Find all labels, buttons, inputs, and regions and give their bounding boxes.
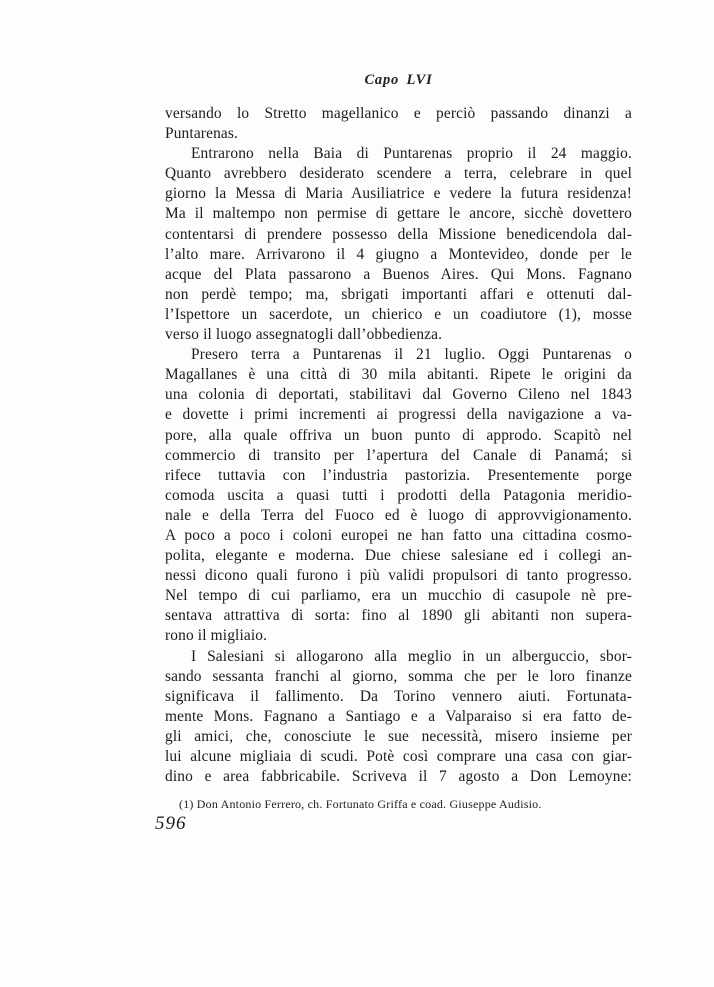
footnote: (1) Don Antonio Ferrero, ch. Fortunato Griffa e coad. Giuseppe Audisio. bbox=[179, 797, 542, 811]
text-block bbox=[165, 104, 632, 787]
text-line: nessi dicono quali furono i più validi propulsori di tanto progresso. bbox=[165, 567, 632, 585]
chapter-header: Capo LVI bbox=[364, 72, 433, 88]
text-line: dino e area fabbricabile. Scriveva il 7 agosto a Don Lemoyne: bbox=[165, 768, 632, 786]
text-line: polita, elegante e moderna. Due chiese salesiane ed i collegi an- bbox=[165, 547, 632, 565]
text-line: rono il migliaio. bbox=[165, 627, 268, 645]
text-line: I Salesiani si allogarono alla meglio in un alberguccio, sbor- bbox=[191, 647, 632, 665]
text-line: commercio di transito per l’apertura del Canale di Panamá; si bbox=[165, 446, 632, 464]
text-line: pore, alla quale offriva un buon punto di approdo. Scapitò nel bbox=[165, 426, 632, 444]
text-line: Nel tempo di cui parliamo, era un mucchio di casupole nè pre- bbox=[165, 587, 632, 605]
text-line: comoda uscita a quasi tutti i prodotti della Patagonia meridio- bbox=[165, 486, 632, 504]
text-line: sentava attrattiva di sorta: fino al 1890 gli abitanti non supera- bbox=[165, 607, 632, 625]
text-line: e dovette i primi incrementi ai progressi della navigazione a va- bbox=[165, 406, 632, 424]
text-line: l’alto mare. Arrivarono il 4 giugno a Montevideo, donde per le bbox=[165, 245, 632, 263]
text-line: lui alcune migliaia di scudi. Potè così comprare una casa con giar- bbox=[165, 748, 632, 765]
text-line: rifece tuttavia con l’industria pastorizia. Presentemente porge bbox=[165, 466, 632, 484]
text-line: Puntarenas. bbox=[165, 125, 239, 143]
text-line: Ma il maltempo non permise di gettare le ancore, sicchè dovettero bbox=[165, 205, 632, 223]
text-line: Entrarono nella Baia di Puntarenas proprio il 24 maggio. bbox=[191, 145, 632, 163]
text-line: contentarsi di prendere possesso della Missione benedicendola dal- bbox=[165, 225, 632, 243]
text-line: una colonia di deportati, stabilitavi dal Governo Cileno nel 1843 bbox=[165, 386, 632, 404]
text-line: giorno la Messa di Maria Ausiliatrice e vedere la futura residenza! bbox=[165, 185, 632, 203]
text-line: acque del Plata passarono a Buenos Aires. Qui Mons. Fagnano bbox=[165, 265, 632, 283]
text-line: sando sessanta franchi al giorno, somma che per le loro finanze bbox=[165, 667, 632, 685]
text-line: versando lo Stretto magellanico e perciò passando dinanzi a bbox=[165, 105, 632, 122]
text-line: verso il luogo assegnatogli dall’obbedienza. bbox=[165, 326, 443, 344]
text-line: nale e della Terra del Fuoco ed è luogo di approvvigionamento. bbox=[165, 506, 632, 524]
text-line: Presero terra a Puntarenas il 21 luglio. Oggi Puntarenas o bbox=[191, 346, 632, 364]
text-line: non perdè tempo; ma, sbrigati importanti affari e ottenuti dal- bbox=[165, 285, 632, 303]
text-line: mente Mons. Fagnano a Santiago e a Valparaiso si era fatto de- bbox=[165, 707, 632, 725]
text-line: gli amici, che, conosciute le sue necessità, misero insieme per bbox=[165, 727, 632, 745]
text-line: Magallanes è una città di 30 mila abitanti. Ripete le origini da bbox=[165, 366, 632, 384]
text-line: significava il fallimento. Da Torino vennero aiuti. Fortunata- bbox=[165, 687, 632, 705]
text-line: Quanto avrebbero desiderato scendere a terra, celebrare in quel bbox=[165, 165, 632, 183]
text-line: l’Ispettore un sacerdote, un chierico e un coadiutore (1), mosse bbox=[165, 305, 632, 323]
page-number: 596 bbox=[155, 813, 187, 834]
text-line: A poco a poco i coloni europei ne han fatto una cittadina cosmo- bbox=[165, 526, 632, 544]
